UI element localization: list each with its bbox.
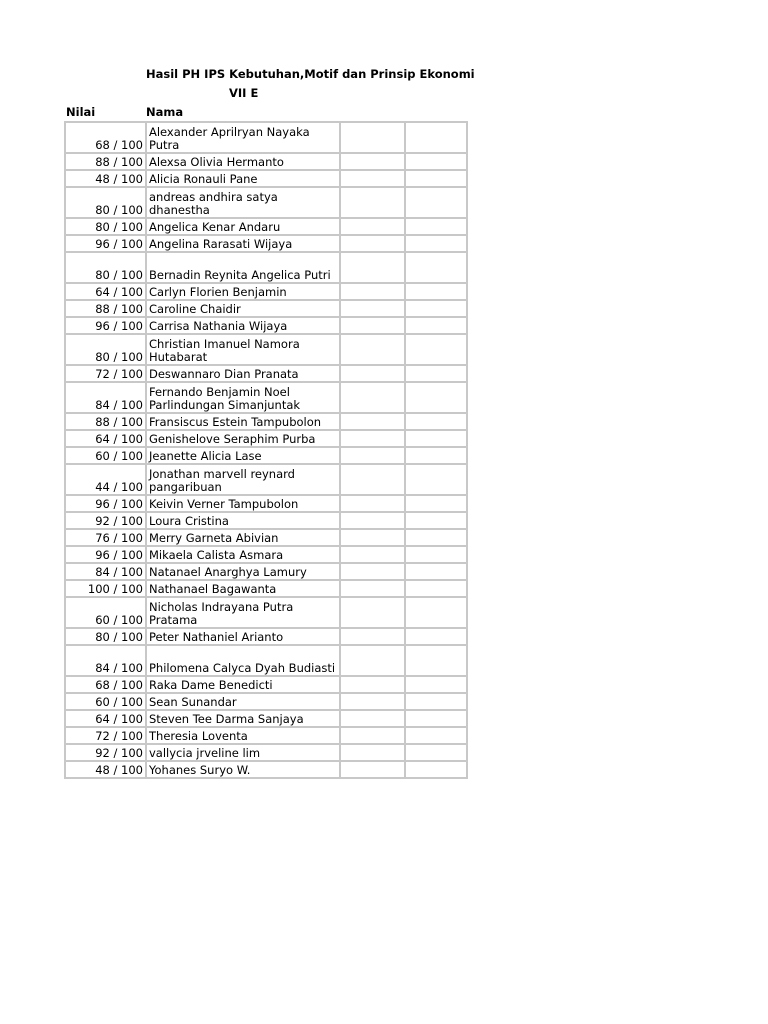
score-cell: 60 / 100: [65, 597, 146, 628]
score-cell: 84 / 100: [65, 382, 146, 413]
student-name-cell: Fernando Benjamin Noel Parlindungan Simanjuntak: [146, 382, 340, 413]
table-row: [65, 744, 467, 761]
empty-cell: [405, 464, 467, 495]
score-cell: 64 / 100: [65, 430, 146, 447]
score-cell: 88 / 100: [65, 413, 146, 430]
table-row: [65, 761, 467, 778]
empty-cell: [405, 761, 467, 778]
student-name-cell: Caroline Chaidir: [146, 300, 340, 317]
column-header-nilai: Nilai: [66, 105, 96, 119]
student-name-cell: Carrisa Nathania Wijaya: [146, 317, 340, 334]
empty-cell: [405, 413, 467, 430]
empty-cell: [340, 512, 405, 529]
table-row: [65, 283, 467, 300]
empty-cell: [340, 464, 405, 495]
empty-cell: [340, 122, 405, 153]
empty-cell: [340, 365, 405, 382]
score-cell: 88 / 100: [65, 153, 146, 170]
empty-cell: [405, 512, 467, 529]
empty-cell: [340, 235, 405, 252]
empty-cell: [340, 761, 405, 778]
score-cell: 84 / 100: [65, 645, 146, 676]
student-name-cell: Raka Dame Benedicti: [146, 676, 340, 693]
score-cell: 92 / 100: [65, 512, 146, 529]
table-row: [65, 334, 467, 365]
empty-cell: [340, 710, 405, 727]
empty-cell: [405, 283, 467, 300]
empty-cell: [340, 170, 405, 187]
score-cell: 80 / 100: [65, 334, 146, 365]
student-name-cell: Loura Cristina: [146, 512, 340, 529]
empty-cell: [405, 252, 467, 283]
empty-cell: [340, 187, 405, 218]
table-row: [65, 727, 467, 744]
empty-cell: [340, 693, 405, 710]
empty-cell: [405, 529, 467, 546]
student-name-cell: Sean Sunandar: [146, 693, 340, 710]
score-cell: 96 / 100: [65, 235, 146, 252]
student-name-cell: Philomena Calyca Dyah Budiasti: [146, 645, 340, 676]
empty-cell: [340, 252, 405, 283]
student-name-cell: Deswannaro Dian Pranata: [146, 365, 340, 382]
empty-cell: [340, 430, 405, 447]
empty-cell: [340, 334, 405, 365]
table-row: [65, 512, 467, 529]
score-cell: 64 / 100: [65, 710, 146, 727]
empty-cell: [405, 382, 467, 413]
table-row: [65, 122, 467, 153]
score-cell: 96 / 100: [65, 546, 146, 563]
student-name-cell: Fransiscus Estein Tampubolon: [146, 413, 340, 430]
empty-cell: [340, 727, 405, 744]
student-name-cell: vallycia jrveline lim: [146, 744, 340, 761]
table-row: [65, 580, 467, 597]
student-name-cell: Jonathan marvell reynard pangaribuan: [146, 464, 340, 495]
table-row: [65, 187, 467, 218]
empty-cell: [340, 563, 405, 580]
score-cell: 48 / 100: [65, 170, 146, 187]
table-row: [65, 170, 467, 187]
empty-cell: [340, 645, 405, 676]
empty-cell: [405, 628, 467, 645]
table-row: [65, 563, 467, 580]
empty-cell: [405, 170, 467, 187]
table-row: [65, 447, 467, 464]
empty-cell: [405, 563, 467, 580]
score-cell: 80 / 100: [65, 218, 146, 235]
table-row: [65, 546, 467, 563]
score-cell: 68 / 100: [65, 676, 146, 693]
empty-cell: [405, 727, 467, 744]
column-header-nama: Nama: [146, 105, 184, 119]
empty-cell: [340, 447, 405, 464]
empty-cell: [340, 317, 405, 334]
student-name-cell: Nicholas Indrayana Putra Pratama: [146, 597, 340, 628]
table-row: [65, 382, 467, 413]
empty-cell: [405, 187, 467, 218]
empty-cell: [405, 645, 467, 676]
score-cell: 80 / 100: [65, 252, 146, 283]
table-row: [65, 676, 467, 693]
student-name-cell: Merry Garneta Abivian: [146, 529, 340, 546]
score-cell: 92 / 100: [65, 744, 146, 761]
table-row: [65, 218, 467, 235]
empty-cell: [405, 693, 467, 710]
empty-cell: [340, 382, 405, 413]
empty-cell: [405, 153, 467, 170]
table-row: [65, 153, 467, 170]
table-row: [65, 300, 467, 317]
student-name-cell: Angelina Rarasati Wijaya: [146, 235, 340, 252]
table-row: [65, 645, 467, 676]
student-name-cell: andreas andhira satya dhanestha: [146, 187, 340, 218]
document-title: Hasil PH IPS Kebutuhan,Motif dan Prinsip Ekonomi: [146, 67, 475, 81]
table-row: [65, 495, 467, 512]
empty-cell: [405, 597, 467, 628]
student-name-cell: Alicia Ronauli Pane: [146, 170, 340, 187]
empty-cell: [405, 676, 467, 693]
student-name-cell: Christian Imanuel Namora Hutabarat: [146, 334, 340, 365]
student-name-cell: Theresia Loventa: [146, 727, 340, 744]
empty-cell: [340, 300, 405, 317]
score-cell: 88 / 100: [65, 300, 146, 317]
empty-cell: [405, 365, 467, 382]
student-name-cell: Steven Tee Darma Sanjaya: [146, 710, 340, 727]
table-row: [65, 693, 467, 710]
student-name-cell: Mikaela Calista Asmara: [146, 546, 340, 563]
table-row: [65, 597, 467, 628]
empty-cell: [340, 495, 405, 512]
table-row: [65, 529, 467, 546]
table-row: [65, 628, 467, 645]
empty-cell: [340, 413, 405, 430]
student-name-cell: Carlyn Florien Benjamin: [146, 283, 340, 300]
empty-cell: [340, 676, 405, 693]
table-row: [65, 365, 467, 382]
score-cell: 96 / 100: [65, 495, 146, 512]
student-name-cell: Jeanette Alicia Lase: [146, 447, 340, 464]
student-name-cell: Bernadin Reynita Angelica Putri: [146, 252, 340, 283]
student-name-cell: Natanael Anarghya Lamury: [146, 563, 340, 580]
score-cell: 60 / 100: [65, 693, 146, 710]
score-cell: 72 / 100: [65, 365, 146, 382]
score-cell: 60 / 100: [65, 447, 146, 464]
score-cell: 44 / 100: [65, 464, 146, 495]
empty-cell: [405, 334, 467, 365]
empty-cell: [405, 122, 467, 153]
empty-cell: [340, 218, 405, 235]
table-row: [65, 464, 467, 495]
score-cell: 80 / 100: [65, 187, 146, 218]
empty-cell: [340, 546, 405, 563]
table-row: [65, 430, 467, 447]
student-name-cell: Alexander Aprilryan Nayaka Putra: [146, 122, 340, 153]
empty-cell: [405, 546, 467, 563]
empty-cell: [405, 447, 467, 464]
empty-cell: [405, 580, 467, 597]
student-name-cell: Nathanael Bagawanta: [146, 580, 340, 597]
score-cell: 76 / 100: [65, 529, 146, 546]
student-name-cell: Alexsa Olivia Hermanto: [146, 153, 340, 170]
student-name-cell: Angelica Kenar Andaru: [146, 218, 340, 235]
table-row: [65, 413, 467, 430]
empty-cell: [340, 744, 405, 761]
student-name-cell: Yohanes Suryo W.: [146, 761, 340, 778]
class-subtitle: VII E: [229, 86, 259, 100]
empty-cell: [405, 430, 467, 447]
empty-cell: [340, 628, 405, 645]
empty-cell: [405, 235, 467, 252]
empty-cell: [405, 300, 467, 317]
empty-cell: [340, 283, 405, 300]
grades-table: [64, 121, 468, 779]
empty-cell: [405, 710, 467, 727]
table-row: [65, 235, 467, 252]
table-row: [65, 317, 467, 334]
empty-cell: [340, 580, 405, 597]
score-cell: 96 / 100: [65, 317, 146, 334]
empty-cell: [340, 153, 405, 170]
score-cell: 48 / 100: [65, 761, 146, 778]
student-name-cell: Keivin Verner Tampubolon: [146, 495, 340, 512]
empty-cell: [340, 597, 405, 628]
table-row: [65, 710, 467, 727]
score-cell: 100 / 100: [65, 580, 146, 597]
student-name-cell: Peter Nathaniel Arianto: [146, 628, 340, 645]
score-cell: 68 / 100: [65, 122, 146, 153]
empty-cell: [405, 317, 467, 334]
score-cell: 64 / 100: [65, 283, 146, 300]
score-cell: 80 / 100: [65, 628, 146, 645]
table-row: [65, 252, 467, 283]
empty-cell: [405, 744, 467, 761]
empty-cell: [405, 218, 467, 235]
empty-cell: [405, 495, 467, 512]
score-cell: 72 / 100: [65, 727, 146, 744]
empty-cell: [340, 529, 405, 546]
score-cell: 84 / 100: [65, 563, 146, 580]
student-name-cell: Genishelove Seraphim Purba: [146, 430, 340, 447]
